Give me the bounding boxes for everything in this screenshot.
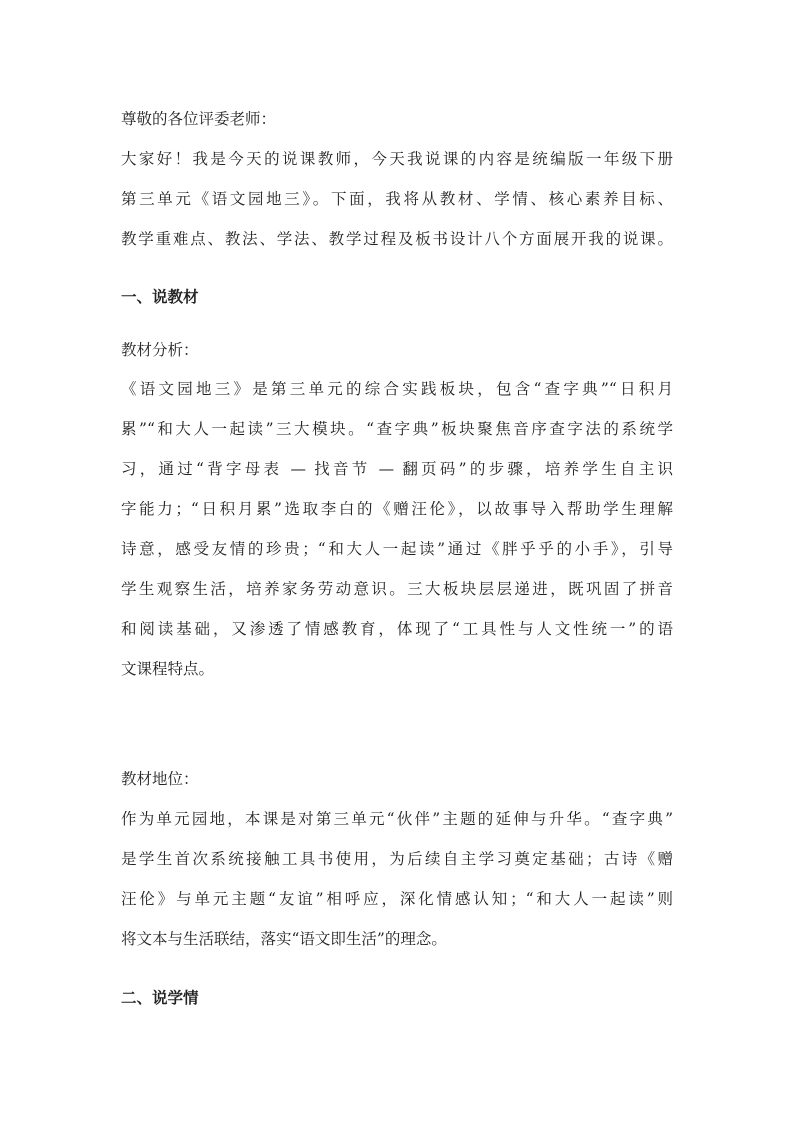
analysis-line: 诗意，感受友情的珍贵；“和大人一起读”通过《胖乎乎的小手》，引导: [121, 540, 673, 558]
intro-line: 大家好！我是今天的说课教师，今天我说课的内容是统编版一年级下册: [121, 150, 673, 168]
section-heading-2: 二、说学情: [121, 989, 199, 1007]
position-line: 作为单元园地，本课是对第三单元“伙伴”主题的延伸与升华。“查字典”: [121, 810, 673, 828]
analysis-line: 文课程特点。: [121, 660, 215, 678]
intro-line: 第三单元《语文园地三》。下面，我将从教材、学情、核心素养目标、: [121, 190, 673, 208]
section-heading-1: 一、说教材: [121, 288, 199, 306]
analysis-line: 学生观察生活，培养家务劳动意识。三大板块层层递进，既巩固了拼音: [121, 580, 673, 598]
analysis-label: 教材分析：: [121, 341, 199, 359]
analysis-line: 习，通过“背字母表 — 找音节 — 翻页码”的步骤，培养学生自主识: [121, 460, 673, 478]
position-line: 将文本与生活联结，落实“语文即生活”的理念。: [121, 930, 447, 948]
analysis-line: 《语文园地三》是第三单元的综合实践板块，包含“查字典”“日积月: [121, 380, 673, 398]
analysis-line: 字能力；“日积月累”选取李白的《赠汪伦》，以故事导入帮助学生理解: [121, 500, 673, 518]
position-line: 是学生首次系统接触工具书使用，为后续自主学习奠定基础；古诗《赠: [121, 850, 673, 868]
analysis-line: 累”“和大人一起读”三大模块。“查字典”板块聚焦音序查字法的系统学: [121, 420, 673, 438]
greeting: 尊敬的各位评委老师：: [121, 110, 277, 128]
analysis-line: 和阅读基础，又渗透了情感教育，体现了“工具性与人文性统一”的语: [121, 620, 673, 638]
position-label: 教材地位：: [121, 770, 199, 788]
position-line: 汪伦》与单元主题“友谊”相呼应，深化情感认知；“和大人一起读”则: [121, 890, 673, 908]
intro-line: 教学重难点、教法、学法、教学过程及板书设计八个方面展开我的说课。: [121, 230, 673, 248]
